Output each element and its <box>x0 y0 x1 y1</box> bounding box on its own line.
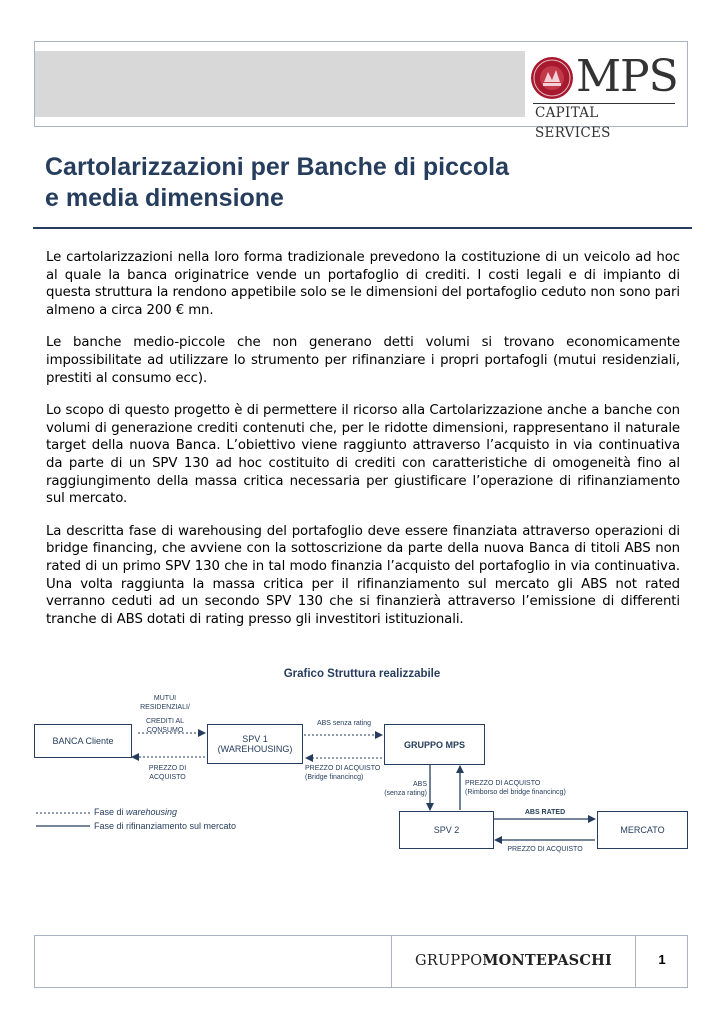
label-line: (senza rating) <box>384 790 427 797</box>
label-line: (Bridge financincg) <box>305 774 364 781</box>
label-rimborso <box>465 779 605 797</box>
legend-warehousing-italic: warehousing <box>126 807 178 817</box>
spv1-line-1: SPV 1 <box>242 734 268 744</box>
label-abs-rated: ABS RATED <box>524 809 566 816</box>
label-abs-down <box>365 780 427 798</box>
label-mutui-line: CONSUMO <box>146 727 184 734</box>
paragraph: Le cartolarizzazioni nella loro forma tradizionale prevedono la costituzione di un veicolo ad hoc al quale la banca originatrice vende un portafoglio di crediti. I costi legali e di impianto di questa struttura la rendono appetibile solo se le dimensioni del portafoglio ceduto non sono pari almeno a circa 200 € mn. <box>46 250 680 318</box>
label-line: (Rimborso del bridge financincg) <box>465 789 566 796</box>
node-mercato: MERCATO <box>597 811 688 849</box>
label-mutui-line: CREDITI AL <box>145 718 185 725</box>
title-line-2: e media dimensione <box>45 184 284 212</box>
label-line: ABS <box>412 781 427 788</box>
logo-mps-text: MPS <box>576 51 678 102</box>
label-prezzo-mercato: PREZZO DI ACQUISTO <box>507 846 583 853</box>
label-line: PREZZO DI <box>148 765 187 772</box>
legend-warehousing <box>94 807 177 817</box>
diagram-title: Grafico Struttura realizzabile <box>283 668 441 680</box>
label-prezzo-banca <box>135 764 200 782</box>
node-gruppo-mps: GRUPPO MPS <box>384 724 485 765</box>
title-line-1: Cartolarizzazioni per Banche di piccola <box>45 153 510 181</box>
node-banca-cliente: BANCA Cliente <box>34 724 132 758</box>
paragraph: La descritta fase di warehousing del portafoglio deve essere finanziata attraverso operazioni di bridge financing, che avviene con la sottoscrizione da parte della nuova Banca di titoli ABS non rated di un primo SPV 130 che in tal modo finanzia l’acquisto del portafoglio in via continuativa. Una volta raggiunta la massa critica per il rifinanziamento sul mercato gli ABS not rated verranno ceduti ad un secondo SPV 130 che si finanzierà attraverso l’emissione di differenti tranche di ABS dotati di rating presso gli investitori istituzionali. <box>46 523 680 627</box>
legend-rifinanziamento: Fase di rifinanziamento sul mercato <box>94 821 237 831</box>
label-line: PREZZO DI ACQUISTO <box>465 780 541 787</box>
node-spv2: SPV 2 <box>399 811 494 849</box>
label-abs-senza-rating: ABS senza rating <box>316 720 372 727</box>
footer-logo <box>392 952 635 969</box>
label-line: PREZZO DI ACQUISTO <box>305 765 381 772</box>
legend-warehousing-prefix: Fase di <box>94 807 127 817</box>
spv1-line-2: (WAREHOUSING) <box>217 744 293 754</box>
page-number: 1 <box>658 952 666 967</box>
footer-logo-montepaschi: MONTEPASCHI <box>482 952 612 969</box>
paragraph: Lo scopo di questo progetto è di permettere il ricorso alla Cartolarizzazione anche a banche con volumi di generazione crediti contenuti che, per le ridotte dimensioni, rappresentano il naturale target della nuova Banca. L’obiettivo viene raggiunto attraverso l’acquisto in via continuativa da parte di un SPV 130 ad hoc costituito di crediti con caratteristiche di omogeneità fino al raggiungimento della massa critica necessaria per giustificare l’operazione di rifinanziamento sul mercato. <box>46 403 680 507</box>
footer-logo-gruppo: GRUPPO <box>415 953 483 969</box>
label-mutui-line: RESIDENZIALI/ <box>140 704 190 711</box>
node-spv1 <box>207 724 303 764</box>
label-mutui-line: MUTUI <box>153 695 177 702</box>
label-mutui <box>125 694 205 735</box>
paragraph: Le banche medio-piccole che non generano detti volumi si trovano economicamente impossibilitate ad utilizzare lo strumento per rifinanziare i propri portafogli (mutui residenziali, prestiti al consumo ecc). <box>46 335 680 386</box>
logo-capital-services-text: CAPITAL SERVICES <box>535 105 611 141</box>
label-line: ACQUISTO <box>149 774 186 781</box>
